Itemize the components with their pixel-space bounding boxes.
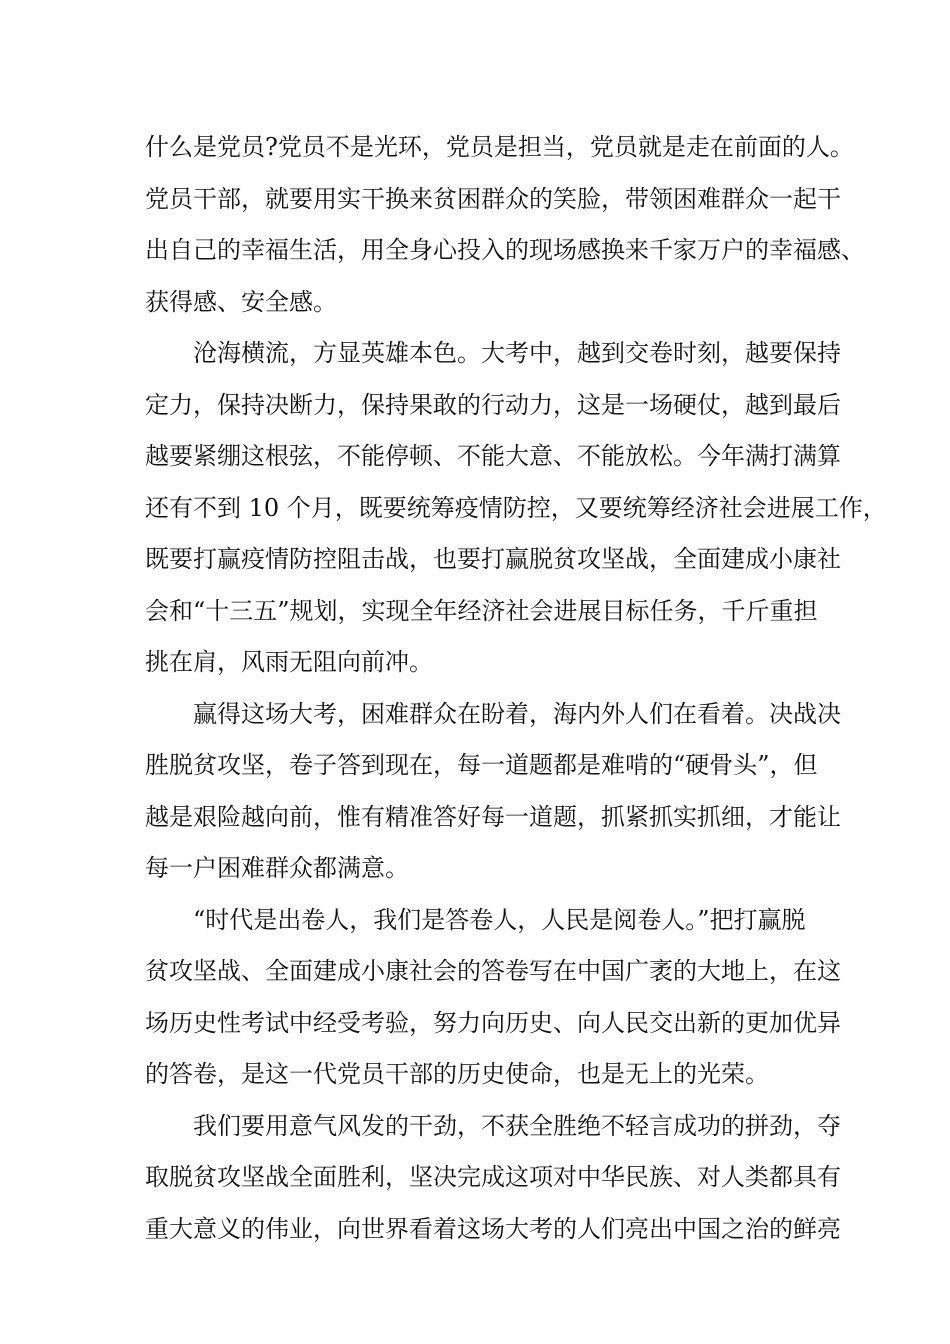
- text-line: 挑在肩，风雨无阻向前冲。: [145, 648, 433, 676]
- text-line: 获得感、安全感。: [145, 287, 337, 316]
- paragraph-first-line: “时代是出卷人，我们是答卷人，人民是阅卷人。”把打赢脱: [193, 905, 806, 934]
- text-line: 场历史性考试中经受考验，努力向历史、向人民交出新的更加优异: [145, 1008, 841, 1037]
- text-line: 越是艰险越向前，惟有精准答好每一道题，抓紧抓实抓细，才能让: [145, 802, 841, 831]
- text-line: 会和“十三五”规划，实现全年经济社会进展目标任务，千斤重担: [145, 596, 818, 625]
- paragraph-first-line: 沧海横流，方显英雄本色。大考中，越到交卷时刻，越要保持: [193, 339, 841, 367]
- text-line: 出自己的幸福生活，用全身心投入的现场感换来千家万户的幸福感、: [145, 236, 865, 264]
- text-line: 重大意义的伟业，向世界看着这场大考的人们亮出中国之治的鲜亮: [145, 1214, 841, 1243]
- text-line: 定力，保持决断力，保持果敢的行动力，这是一场硬仗，越到最后: [145, 390, 841, 419]
- text-line: 什么是党员?党员不是光环，党员是担当，党员就是走在前面的人。: [145, 133, 854, 161]
- text-line: 胜脱贫攻坚，卷子答到现在，每一道题都是难啃的“硬骨头”，但: [145, 751, 818, 779]
- paragraph-first-line: 我们要用意气风发的干劲，不获全胜绝不轻言成功的拼劲，夺: [193, 1111, 841, 1140]
- text-line: 还有不到 10 个月，既要统筹疫情防控，又要统筹经济社会进展工作，: [145, 493, 887, 522]
- text-line: 取脱贫攻坚战全面胜利，坚决完成这项对中华民族、对人类都具有: [145, 1163, 841, 1191]
- text-line: 贫攻坚战、全面建成小康社会的答卷写在中国广袤的大地上，在这: [145, 957, 841, 985]
- text-line: 越要紧绷这根弦，不能停顿、不能大意、不能放松。今年满打满算: [145, 442, 841, 470]
- text-line: 党员干部，就要用实干换来贫困群众的笑脸，带领困难群众一起干: [145, 184, 841, 213]
- paragraph-first-line: 赢得这场大考，困难群众在盼着，海内外人们在看着。决战决: [193, 699, 841, 728]
- document-body: [145, 122, 887, 1255]
- text-line: 既要打赢疫情防控阻击战，也要打赢脱贫攻坚战，全面建成小康社: [145, 545, 841, 573]
- text-line: 的答卷，是这一代党员干部的历史使命，也是无上的光荣。: [145, 1060, 769, 1088]
- text-line: 每一户困难群众都满意。: [145, 854, 409, 882]
